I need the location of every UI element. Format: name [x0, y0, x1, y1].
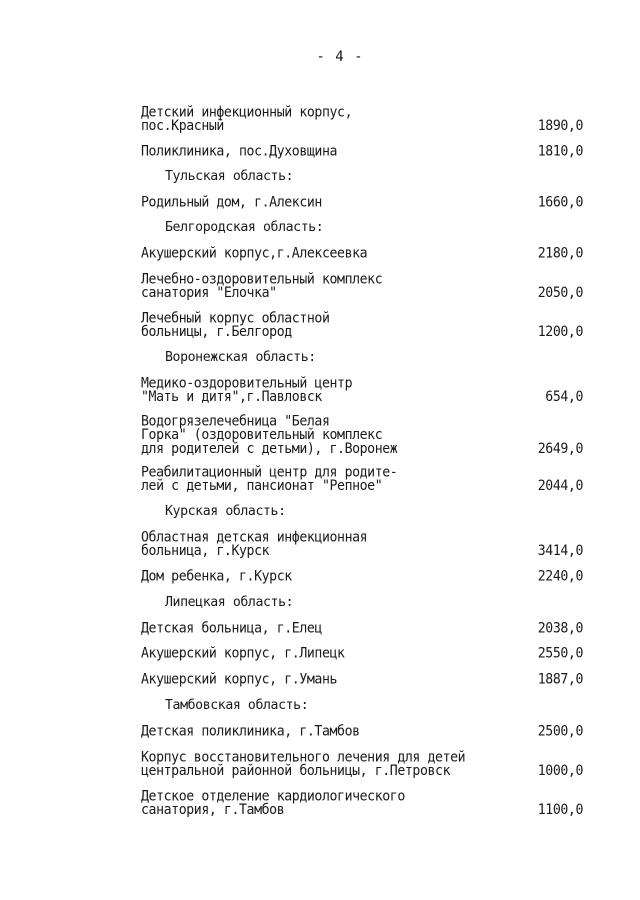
institution-name: Лечебный корпус областной больницы, г.Белгород [141, 310, 330, 341]
institution-name: Акушерский корпус, г.Липецк [141, 645, 345, 662]
list-item [141, 196, 583, 210]
amount-value: 1887,0 [537, 671, 583, 688]
amount-value: 2550,0 [537, 645, 583, 662]
institution-name: Водогрязелечебница "Белая Горка" (оздоровительный комплекс для родителей с детьми), г.Воронеж [141, 413, 398, 457]
institution-name: Детский инфекционный корпус, пос.Красный [141, 104, 353, 135]
amount-value: 1810,0 [537, 143, 583, 160]
amount-value: 2038,0 [537, 620, 583, 637]
amount-value: 1000,0 [537, 763, 583, 780]
amount-value: 1200,0 [537, 324, 583, 341]
region-heading: Липецкая область: [165, 595, 294, 610]
list-item [141, 570, 583, 584]
list-item [141, 622, 583, 636]
amount-value: 1100,0 [537, 802, 583, 819]
institution-name: Акушерский корпус,г.Алексеевка [141, 245, 368, 262]
list-item [141, 415, 583, 456]
list-item [141, 647, 583, 661]
amount-value: 2649,0 [537, 441, 583, 457]
list-item [141, 312, 583, 339]
institution-name: Лечебно-оздоровительный комплекс санатория "Елочка" [141, 271, 383, 302]
amount-value: 2050,0 [537, 285, 583, 302]
amount-value: 654,0 [545, 389, 583, 406]
amount-value: 1890,0 [537, 118, 583, 135]
region-heading: Тульская область: [165, 169, 294, 184]
institution-name: Дом ребенка, г.Курск [141, 568, 292, 585]
list-item [141, 531, 583, 558]
list-item [141, 466, 583, 493]
page-number: - 4 - [316, 49, 364, 65]
institution-name: Акушерский корпус, г.Умань [141, 671, 338, 688]
institution-name: Родильный дом, г.Алексин [141, 194, 322, 211]
institution-name: Областная детская инфекционная больница, г.Курск [141, 529, 368, 560]
amount-value: 1660,0 [537, 194, 583, 211]
amount-value: 2500,0 [537, 723, 583, 740]
amount-value: 2044,0 [537, 478, 583, 495]
list-item [141, 790, 583, 817]
institution-name: Корпус восстановительного лечения для детей центральной районной больницы, г.Петровск [141, 749, 466, 780]
list-item [141, 273, 583, 300]
region-heading: Тамбовская область: [165, 698, 309, 713]
list-item [141, 725, 583, 739]
institution-name: Реабилитационный центр для родите- лей с детьми, пансионат "Репное" [141, 464, 398, 495]
list-item [141, 106, 583, 133]
region-heading: Курская область: [165, 504, 286, 519]
institution-name: Медико-оздоровительный центр "Мать и дитя",г.Павловск [141, 375, 353, 406]
institution-name: Поликлиника, пос.Духовщина [141, 143, 338, 160]
amount-value: 2240,0 [537, 568, 583, 585]
list-item [141, 145, 583, 159]
list-item [141, 751, 583, 778]
list-item [141, 247, 583, 261]
region-heading: Воронежская область: [165, 350, 316, 365]
amount-value: 3414,0 [537, 543, 583, 560]
list-item [141, 377, 583, 404]
list-item [141, 673, 583, 687]
institution-name: Детское отделение кардиологического санатория, г.Тамбов [141, 788, 405, 819]
institution-name: Детская больница, г.Елец [141, 620, 322, 637]
region-heading: Белгородская область: [165, 220, 324, 235]
institution-name: Детская поликлиника, г.Тамбов [141, 723, 360, 740]
amount-value: 2180,0 [537, 245, 583, 262]
